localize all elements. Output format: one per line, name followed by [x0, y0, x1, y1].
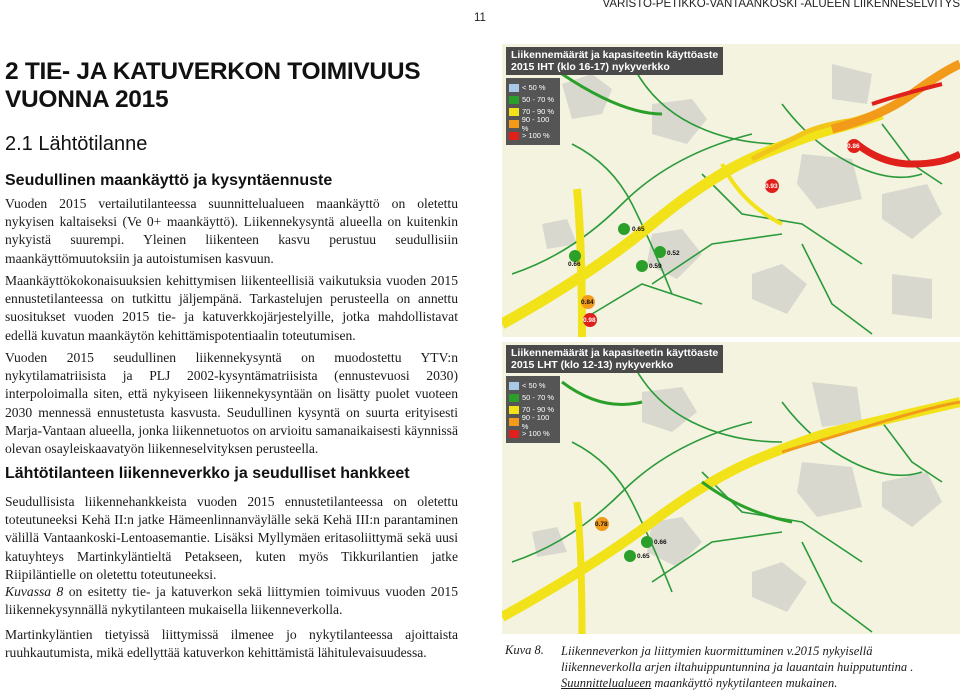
block1-heading: Seudullinen maankäyttö ja kysyntäennuste: [5, 172, 333, 189]
legend-item: [509, 114, 557, 133]
map-title-line1: Liikennemäärät ja kapasiteetin käyttöaste: [511, 49, 719, 61]
bubble-label: 0.59: [649, 263, 662, 270]
running-title: VARISTO-PETIKKO-VANTAANKOSKI -ALUEEN LIIKENNESELVITYS: [602, 0, 960, 10]
map-title-line2: 2015 IHT (klo 16-17) nykyverkko: [511, 61, 670, 73]
legend-label: 90 - 100 %: [521, 412, 550, 431]
bubble-label: 0.93: [765, 183, 778, 190]
block2-paragraph-2: [5, 583, 458, 619]
figure-caption-label: Kuva 8.: [505, 643, 544, 657]
legend-label: 70 - 90 %: [522, 405, 555, 414]
legend-item: [509, 412, 557, 431]
figure-reference: Kuvassa 8: [5, 584, 64, 599]
bubble-label: 0.65: [637, 553, 650, 560]
map-title-evening: [506, 47, 723, 75]
bubble-label: 0.84: [581, 299, 594, 306]
caption-underlined: Suunnittelualueen: [561, 676, 652, 690]
legend-item: [509, 392, 557, 403]
legend-label: 50 - 70 %: [522, 95, 555, 104]
legend-label: 70 - 90 %: [522, 107, 555, 116]
section-heading: 2 TIE- JA KATUVERKON TOIMIVUUS VUONNA 2015: [5, 58, 421, 113]
block2-paragraph-1: Seudullisista liikennehankkeista vuoden 2015 ennustetilanteessa on oletettu toteutuneeksi Kehä II:n jatke Hämeenlinnanväylälle sekä Kehä III:n parantaminen välillä Vantaankoski-Lentoasemantie. Lisäksi Myllymäen eritasoliittymä sekä uusi katuyhteys Martinkyläntieltä Petakseen, kuten myös Tikkurilantien jatke Riipiläntielle on oletettu toteutuneeksi.: [5, 494, 458, 582]
block1-paragraph-1: Vuoden 2015 vertailutilanteessa suunnittelualueen maankäyttö on oletettu nykyisen kaltaiseksi (Ve 0+ maankäyttö). Liikennekysyntä alueella on kuitenkin nykyistä suurempi. Yleinen liikenteen kasvu perustuu seudullisiin maankäyttömuutoksiin ja autoistumisen kasvuun.: [5, 196, 458, 266]
map-title-line2: 2015 LHT (klo 12-13) nykyverkko: [511, 359, 674, 371]
legend-label: > 100 %: [522, 429, 550, 438]
map-title-saturday: [506, 345, 723, 373]
legend-item: [509, 428, 557, 439]
legend-evening: [506, 78, 560, 145]
legend-label: < 50 %: [522, 381, 546, 390]
block2-heading: Lähtötilanteen liikenneverkko ja seudulliset hankkeet: [5, 465, 410, 482]
legend-label: > 100 %: [522, 131, 550, 140]
bubble-label: 0.86: [847, 143, 860, 150]
block2-paragraph-3: Martinkyläntien tietyissä liittymissä ilmenee jo nykytilanteessa ajoittaista ruuhkautumista, mikä edellyttää katuverkon kehittämistä lähitulevaisuudessa.: [5, 627, 458, 661]
map-evening-graphic: [502, 44, 960, 337]
legend-item: [509, 380, 557, 391]
legend-label: < 50 %: [522, 83, 546, 92]
legend-saturday: [506, 376, 560, 443]
map-title-line1: Liikennemäärät ja kapasiteetin käyttöaste: [511, 347, 719, 359]
block1-paragraph-2: Maankäyttökokonaisuuksien kehittymisen liikenteellisiä vaikutuksia vuoden 2015 ennustetilanteessa on tutkittu jäljempänä. Tarkastelujen perusteella on annettu suositukset vuoden 2015 tie- ja katuverkkojärjestelyille, jotka mahdollistavat edellä kuvatun maankäytön kehittämispotentiaalin toteutumisen.: [5, 273, 458, 343]
legend-item: [509, 82, 557, 93]
legend-label: 90 - 100 %: [521, 114, 550, 133]
caption-text: Liikenneverkon ja liittymien kuormittuminen v.2015 nykyisellä liikenneverkolla arjen iltahuippuntunnina ja lauantain huipputuntina .: [561, 644, 914, 674]
legend-label: 50 - 70 %: [522, 393, 555, 402]
traffic-map-saturday: [502, 342, 960, 634]
page-number: 11: [474, 12, 486, 24]
bubble-label: 0.65: [632, 226, 645, 233]
figure-caption: [561, 643, 951, 691]
bubble-label: 0.66: [568, 261, 581, 268]
map-saturday-graphic: [502, 342, 960, 634]
bubble-label: 0.66: [654, 539, 667, 546]
block1-paragraph-3: Vuoden 2015 seudullinen liikennekysyntä on muodostettu YTV:n nykytilamatriisista ja PLJ 2002-kysyntämatriisista (ennustevuosi 2030) interpoloimalla siten, että nykyiseen liikennekysyntään on lisätty puolet vuoteen 2030 mennessä ennustetusta kasvusta. Seudullinen kysyntä on suurta erityisesti Marja-Vantaan alueella, jonka liikennetuotos on arvioitu samanaikaisesti käynnissä olevan osayleiskaavatyön liikenneselvityksen perusteella.: [5, 350, 458, 457]
traffic-map-evening: [502, 44, 960, 337]
caption-text-end: maankäyttö nykytilanteen mukainen.: [651, 676, 838, 690]
subsection-heading: 2.1 Lähtötilanne: [5, 133, 148, 155]
legend-item: [509, 130, 557, 141]
bubble-label: 0.78: [595, 521, 608, 528]
bubble-label: 0.52: [667, 250, 680, 257]
bubble-label: 0.98: [583, 317, 596, 324]
block2-paragraph-2-text: on esitetty tie- ja katuverkon sekä liittymien toimivuus vuoden 2015 liikennekysynnällä nykytilanteen mukaisella liikenneverkolla.: [5, 584, 458, 618]
legend-item: [509, 94, 557, 105]
